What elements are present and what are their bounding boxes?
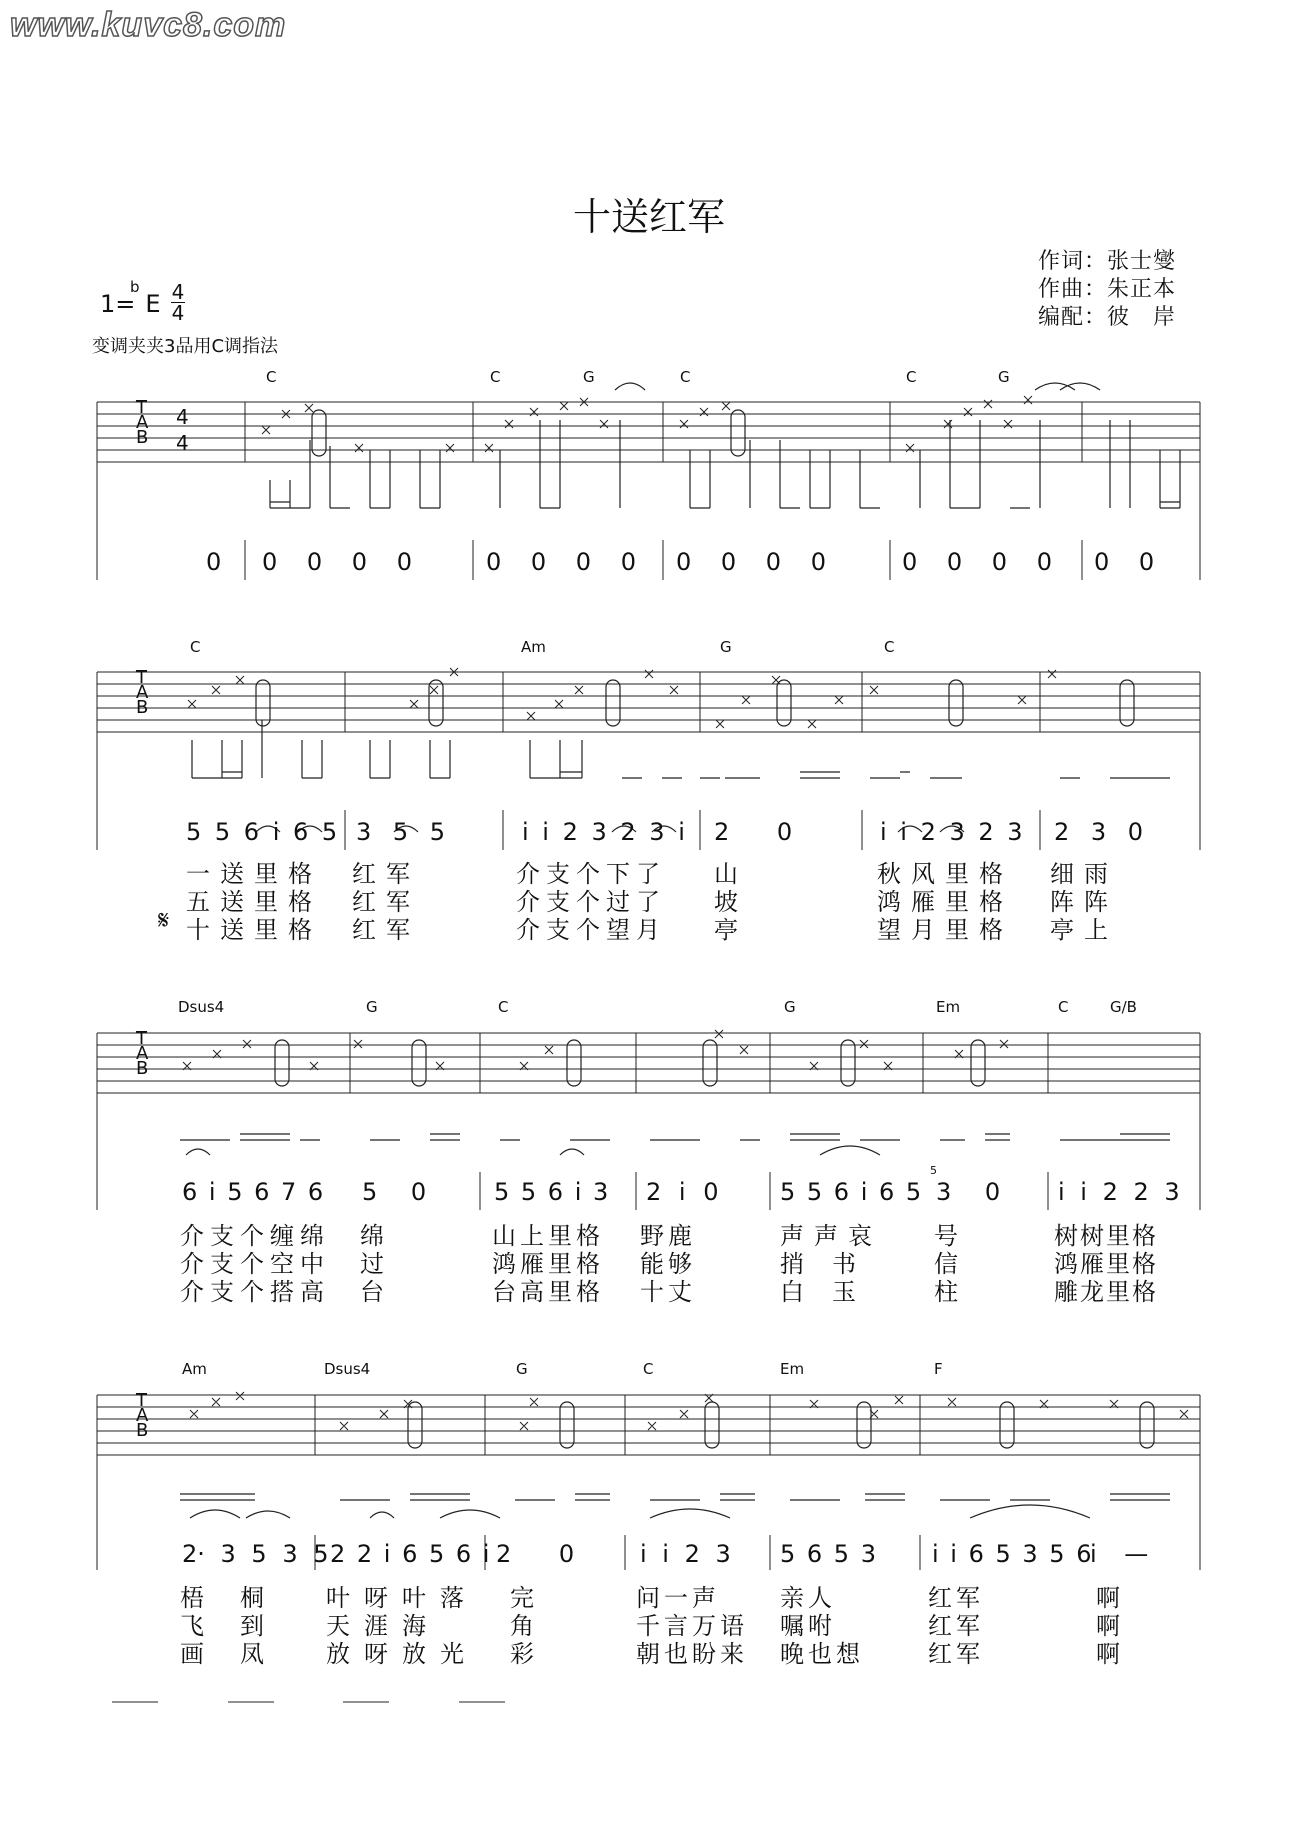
jianpu-measure: 2 3 0 bbox=[1054, 818, 1144, 846]
jianpu-measure: 2 2 i 6 5 6 i bbox=[330, 1540, 490, 1568]
lyric: 亭 bbox=[714, 916, 738, 944]
chord-symbol: G/B bbox=[1110, 998, 1137, 1016]
chord-symbol: F bbox=[934, 1360, 943, 1378]
lyric: 能够 bbox=[640, 1250, 696, 1278]
jianpu-measure: 5 5 6 i 3 bbox=[494, 1178, 609, 1206]
lyric: 山上里格 bbox=[492, 1222, 604, 1250]
lyric: 角 bbox=[510, 1612, 534, 1640]
lyric: 鸿雁里格 bbox=[877, 888, 1013, 916]
lyric: 野鹿 bbox=[640, 1222, 696, 1250]
lyric: 红军 bbox=[928, 1584, 984, 1612]
chord-symbol: C bbox=[190, 638, 201, 656]
lyric: 介支个过了 bbox=[516, 888, 666, 916]
jianpu-measure: 5 5 6 i 6 5 bbox=[780, 1178, 922, 1206]
lyric: 山 bbox=[714, 860, 738, 888]
composer-credit: 作曲：朱正本 bbox=[1038, 277, 1177, 302]
key-prefix: 1= bbox=[100, 290, 136, 318]
jianpu-measure: 0 0 0 0 bbox=[486, 548, 636, 576]
jianpu-measure: 3 5 5 bbox=[356, 818, 446, 846]
lyric: 柱 bbox=[934, 1278, 958, 1306]
jianpu-measure: 0 0 bbox=[1094, 548, 1155, 576]
jianpu-measure: i i 2 3 bbox=[640, 1540, 731, 1568]
chord-symbol: G bbox=[366, 998, 378, 1016]
jianpu-measure: 0 0 0 0 bbox=[902, 548, 1052, 576]
lyric: 飞到 bbox=[180, 1612, 300, 1640]
chord-symbol: G bbox=[784, 998, 796, 1016]
lyric: 天涯海 bbox=[326, 1612, 440, 1640]
chord-symbol: G bbox=[720, 638, 732, 656]
lyric: 亭上 bbox=[1050, 916, 1118, 944]
chord-symbol: Dsus4 bbox=[324, 1360, 371, 1378]
lyric: 千言万语 bbox=[636, 1612, 748, 1640]
lyric: 十送里格 bbox=[186, 916, 322, 944]
lyric: 放呀放光 bbox=[326, 1640, 478, 1668]
tab-meter-bottom: 4 bbox=[176, 431, 189, 455]
tab-clef-2 bbox=[136, 667, 149, 718]
chord-symbol: C bbox=[498, 998, 509, 1016]
lyric: 红军 bbox=[352, 860, 420, 888]
tab-t: T bbox=[136, 1390, 147, 1411]
tab-b: B bbox=[136, 1058, 149, 1079]
lyric: 叶呀叶落 bbox=[326, 1584, 478, 1612]
chord-symbol: Dsus4 bbox=[178, 998, 225, 1016]
tab-a: A bbox=[136, 682, 149, 703]
lyric: 彩 bbox=[510, 1640, 534, 1668]
jianpu-measure: i i 2 2 3 bbox=[1058, 1178, 1180, 1206]
tab-t: T bbox=[136, 667, 147, 688]
lyric: 啊 bbox=[1096, 1612, 1120, 1640]
lyric: 捎书 bbox=[780, 1250, 884, 1278]
jianpu-measure: i i 2 3 2 3 i bbox=[522, 818, 685, 846]
jianpu-measure: 6 i 5 6 7 6 bbox=[182, 1178, 324, 1206]
tab-a: A bbox=[136, 412, 149, 433]
chord-symbol: C bbox=[884, 638, 895, 656]
meter-bottom: 4 bbox=[171, 301, 185, 325]
jianpu-measure: i i 2 3 2 3 bbox=[880, 818, 1023, 846]
jianpu-measure: 3 0 bbox=[936, 1178, 1001, 1206]
jianpu-measure: 0 0 0 0 bbox=[676, 548, 826, 576]
lyric: 红军 bbox=[928, 1612, 984, 1640]
lyric: 秋风里格 bbox=[877, 860, 1013, 888]
jianpu-measure: 2 0 bbox=[714, 818, 793, 846]
tab-clef-3 bbox=[136, 1028, 149, 1079]
lyric: 完 bbox=[510, 1584, 534, 1612]
lyric: 介支个搭高 bbox=[180, 1278, 330, 1306]
lyric: 朝也盼来 bbox=[636, 1640, 748, 1668]
lyric: 台高里格 bbox=[492, 1278, 604, 1306]
lyric: 树树里格 bbox=[1054, 1222, 1158, 1250]
lyric: 介支个望月 bbox=[516, 916, 666, 944]
chord-symbol: Am bbox=[521, 638, 546, 656]
meter-top: 4 bbox=[171, 280, 185, 304]
chord-symbol: Em bbox=[780, 1360, 805, 1378]
tab-t: T bbox=[136, 397, 147, 418]
lyric: 台 bbox=[360, 1278, 384, 1306]
chord-symbol: Em bbox=[936, 998, 961, 1016]
chord-symbol: G bbox=[583, 368, 595, 386]
jianpu-measure: i — bbox=[1090, 1540, 1149, 1568]
lyric: 啊 bbox=[1096, 1584, 1120, 1612]
tab-a: A bbox=[136, 1405, 149, 1426]
lyric: 细雨 bbox=[1050, 860, 1118, 888]
chord-symbol: C bbox=[1058, 998, 1069, 1016]
chord-symbol: G bbox=[516, 1360, 528, 1378]
lyric: 雕龙里格 bbox=[1054, 1278, 1158, 1306]
tab-clef-4 bbox=[136, 1390, 149, 1441]
tab-a: A bbox=[136, 1043, 149, 1064]
jianpu-measure: 0 bbox=[206, 548, 222, 576]
arranger-credit: 编配：彼 岸 bbox=[1038, 305, 1177, 330]
jianpu-measure: 0 0 0 0 bbox=[262, 548, 412, 576]
chord-symbol: Am bbox=[182, 1360, 207, 1378]
tab-b: B bbox=[136, 427, 149, 448]
lyric: 嘱咐 bbox=[780, 1612, 836, 1640]
tab-b: B bbox=[136, 697, 149, 718]
lyric: 问一声 bbox=[636, 1584, 720, 1612]
lyric: 阵阵 bbox=[1050, 888, 1118, 916]
chord-symbol: C bbox=[490, 368, 501, 386]
lyric: 过 bbox=[360, 1250, 384, 1278]
lyric: 五送里格 bbox=[186, 888, 322, 916]
lyric: 十丈 bbox=[640, 1278, 696, 1306]
lyric: 一送里格 bbox=[186, 860, 322, 888]
lyric: 啊 bbox=[1096, 1640, 1120, 1668]
tab-t: T bbox=[136, 1028, 147, 1049]
tab-clef-1 bbox=[136, 397, 149, 448]
lyric: 信 bbox=[934, 1250, 958, 1278]
lyric: 亲人 bbox=[780, 1584, 836, 1612]
key-tonic: E bbox=[145, 290, 161, 318]
jianpu-measure: 5 6 5 3 bbox=[780, 1540, 876, 1568]
lyric: 红军 bbox=[928, 1640, 984, 1668]
jianpu-measure: 5 0 bbox=[362, 1178, 427, 1206]
jianpu-measure: i i 6 5 3 5 6 bbox=[932, 1540, 1092, 1568]
jianpu-measure: 2 0 bbox=[496, 1540, 575, 1568]
jianpu-measure: 2· 3 5 3 5 bbox=[182, 1540, 329, 1568]
lyric: 红军 bbox=[352, 916, 420, 944]
jianpu-measure: 2 i 0 bbox=[646, 1178, 719, 1206]
lyric: 鸿雁里格 bbox=[492, 1250, 604, 1278]
chord-symbol: C bbox=[643, 1360, 654, 1378]
lyric: 晚也想 bbox=[780, 1640, 864, 1668]
lyric: 梧桐 bbox=[180, 1584, 300, 1612]
lyric: 坡 bbox=[714, 888, 738, 916]
chord-symbol: C bbox=[266, 368, 277, 386]
lyric: 绵 bbox=[360, 1222, 384, 1250]
lyric: 望月里格 bbox=[877, 916, 1013, 944]
chord-symbol: G bbox=[998, 368, 1010, 386]
chord-symbol: C bbox=[680, 368, 691, 386]
lyric: 白玉 bbox=[780, 1278, 884, 1306]
lyric: 介支个空中 bbox=[180, 1250, 330, 1278]
lyric: 声声哀 bbox=[780, 1222, 882, 1250]
tab-meter-top: 4 bbox=[176, 405, 189, 429]
capo-note: 变调夹夹3品用C调指法 bbox=[92, 336, 279, 357]
lyric: 红军 bbox=[352, 888, 420, 916]
tab-b: B bbox=[136, 1420, 149, 1441]
lyric: 介支个缠绵 bbox=[180, 1222, 330, 1250]
lyric: 鸿雁里格 bbox=[1054, 1250, 1158, 1278]
song-title: 十送红军 bbox=[572, 195, 725, 239]
lyricist-credit: 作词：张士燮 bbox=[1038, 249, 1177, 274]
beams bbox=[180, 420, 1180, 1500]
grace-note: 5 bbox=[930, 1164, 937, 1177]
lyric: 介支个下了 bbox=[516, 860, 666, 888]
lyric: 画凤 bbox=[180, 1640, 300, 1668]
segno-sign: 𝄋 bbox=[158, 906, 170, 936]
flat-sign: b bbox=[130, 278, 140, 296]
tab-meter bbox=[176, 404, 189, 456]
chord-symbol: C bbox=[906, 368, 917, 386]
jianpu-measure: 5 5 6 i 6 5 bbox=[186, 818, 338, 846]
lyric: 号 bbox=[934, 1222, 958, 1250]
watermark: www.kuvc8.com bbox=[10, 6, 287, 44]
